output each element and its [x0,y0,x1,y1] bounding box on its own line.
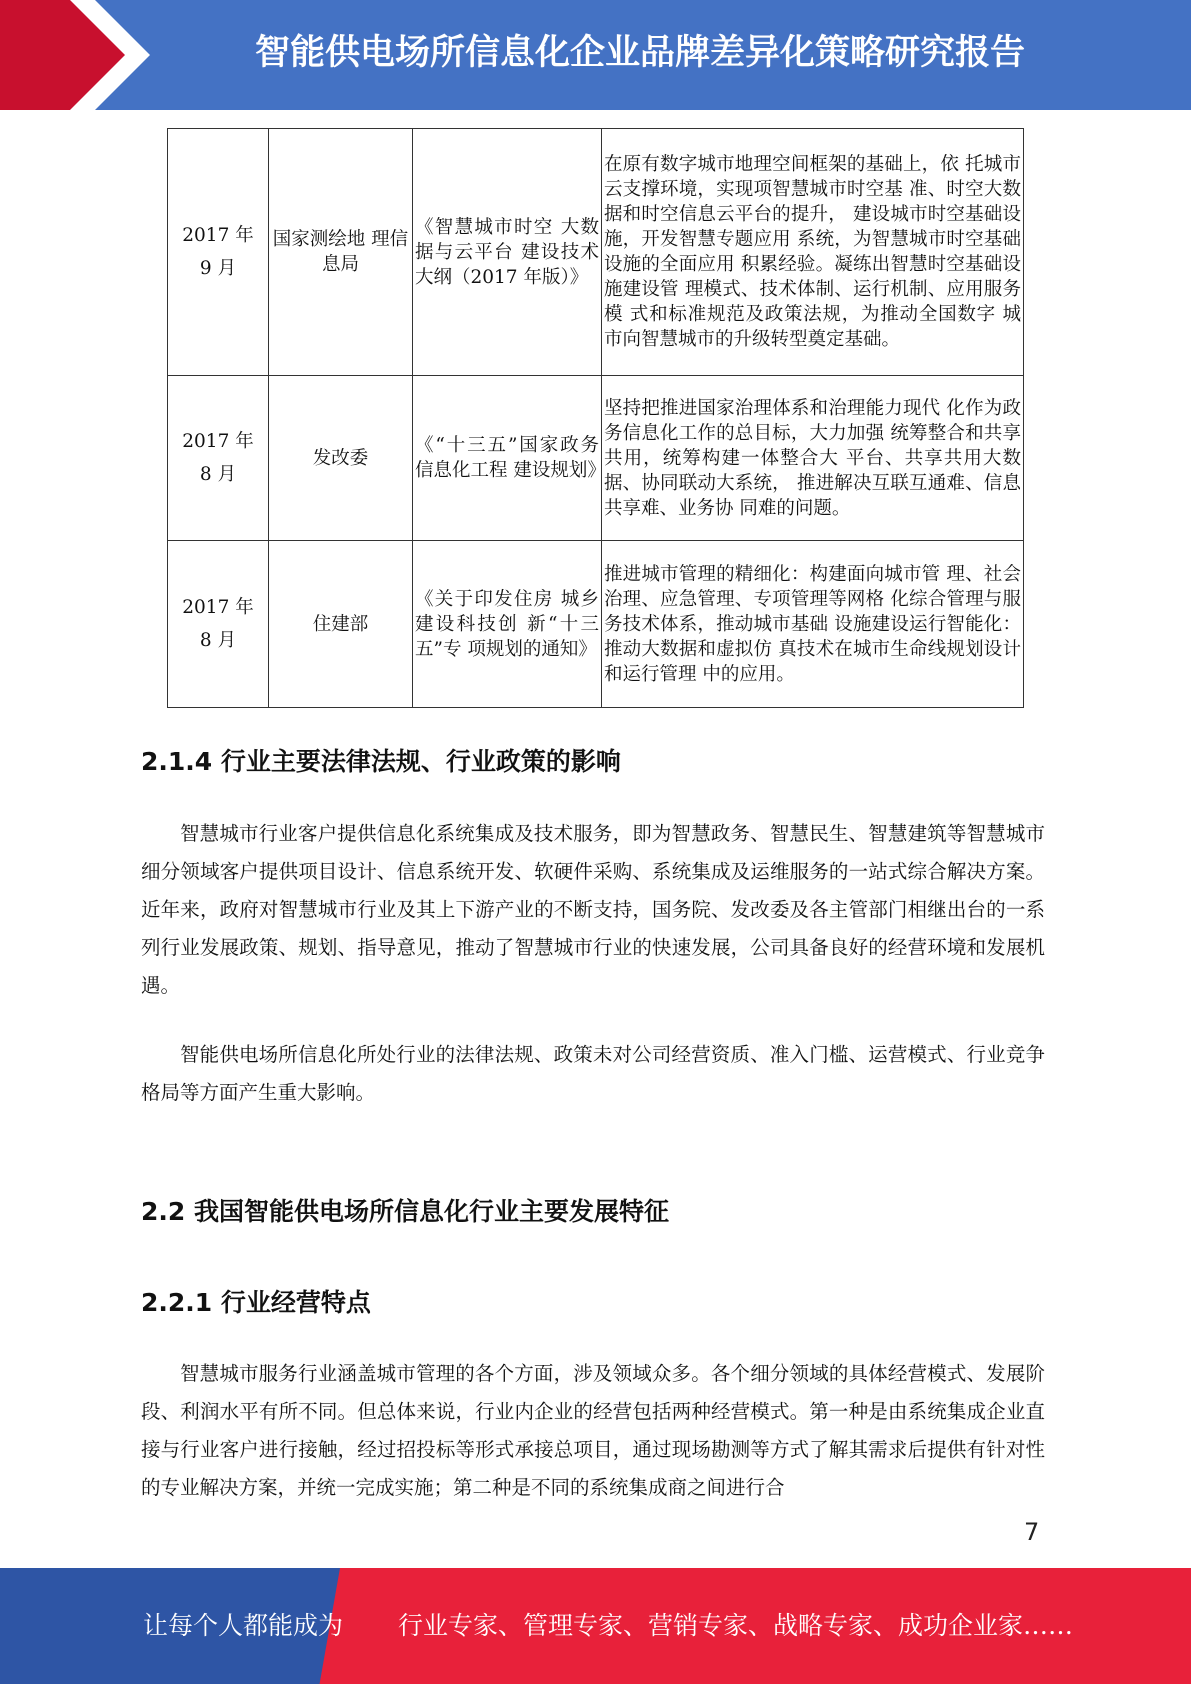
table-cell-description: 推进城市管理的精细化：构建面向城市管 理、社会治理、应急管理、专项管理等网格 化综合管理与服务技术体系，推动城市基础 设施建设运行智能化：推动大数据和虚拟仿 真技术在城市生命线规划设计和运行管理 中的应用。 [602,541,1024,708]
date-year: 2017 年 [182,431,254,452]
date-month: 8 月 [199,464,237,485]
date-year: 2017 年 [182,225,254,246]
document-title: 智能供电场所信息化企业品牌差异化策略研究报告 [254,33,1025,73]
date-month: 9 月 [199,258,237,279]
paragraph: 智慧城市服务行业涵盖城市管理的各个方面，涉及领域众多。各个细分领域的具体经营模式、发展阶段、利润水平有所不同。但总体来说，行业内企业的经营包括两种经营模式。第一种是由系统集成企业直接与行业客户进行接触，经过招投标等形式承接总项目，通过现场勘测等方式了解其需求后提供有针对性的专业解决方案，并统一完成实施；第二种是不同的系统集成商之间进行合 [141,1362,1045,1499]
table-cell-org: 国家测绘地 理信息局 [269,129,413,376]
table-row [168,541,1024,708]
table-cell-document: 《智慧城市时空 大数据与云平台 建设技术大纲（2017 年版）》 [413,129,602,376]
table-cell-date [168,129,269,376]
table-cell-document: 《关于印发住房 城乡建设科技创 新“十三五”专 项规划的通知》 [413,541,602,708]
date-year: 2017 年 [182,597,254,618]
header-arrow-icon [0,0,160,110]
page-number: 7 [1024,1518,1040,1546]
table-row [168,129,1024,376]
date-month: 8 月 [199,630,237,651]
section-heading: 2.1.4 行业主要法律法规、行业政策的影响 [141,747,621,776]
table-cell-document: 《“十三五”国家政务信息化工程 建设规划》 [413,376,602,541]
page-header [0,0,1191,110]
page-footer [0,1568,1191,1684]
policy-table [167,128,1024,708]
footer-slogan-right: 行业专家、管理专家、营销专家、战略专家、成功企业家…… [398,1611,1074,1640]
footer-slogan-left: 让每个人都能成为 [143,1611,344,1640]
table-cell-date [168,541,269,708]
table-cell-description: 在原有数字城市地理空间框架的基础上，依 托城市云支撑环境，实现项智慧城市时空基 准、时空大数据和时空信息云平台的提升， 建设城市时空基础设施，开发智慧专题应用 系统，为智慧城市时空基础设施的全面应用 积累经验。凝练出智慧时空基础设施建设管 理模式、技术体制、运行机制、应用服务模 式和标准规范及政策法规，为推动全国数字 城市向智慧城市的升级转型奠定基础。 [602,129,1024,376]
section-heading: 2.2 我国智能供电场所信息化行业主要发展特征 [141,1197,669,1226]
paragraph: 智慧城市行业客户提供信息化系统集成及技术服务，即为智慧政务、智慧民生、智慧建筑等智慧城市细分领域客户提供项目设计、信息系统开发、软硬件采购、系统集成及运维服务的一站式综合解决方案。近年来，政府对智慧城市行业及其上下游产业的不断支持，国务院、发改委及各主管部门相继出台的一系列行业发展政策、规划、指导意见，推动了智慧城市行业的快速发展，公司具备良好的经营环境和发展机遇。 [141,822,1045,997]
table-cell-org: 住建部 [269,541,413,708]
table-row [168,376,1024,541]
section-heading: 2.2.1 行业经营特点 [141,1288,371,1317]
table-cell-org: 发改委 [269,376,413,541]
paragraph: 智能供电场所信息化所处行业的法律法规、政策未对公司经营资质、准入门槛、运营模式、行业竞争格局等方面产生重大影响。 [141,1043,1045,1104]
table-cell-date [168,376,269,541]
table-cell-description: 坚持把推进国家治理体系和治理能力现代 化作为政务信息化工作的总目标，大力加强 统筹整合和共享共用，统筹构建一体整合大 平台、共享共用大数据、协同联动大系统， 推进解决互联互通难、信息共享难、业务协 同难的问题。 [602,376,1024,541]
